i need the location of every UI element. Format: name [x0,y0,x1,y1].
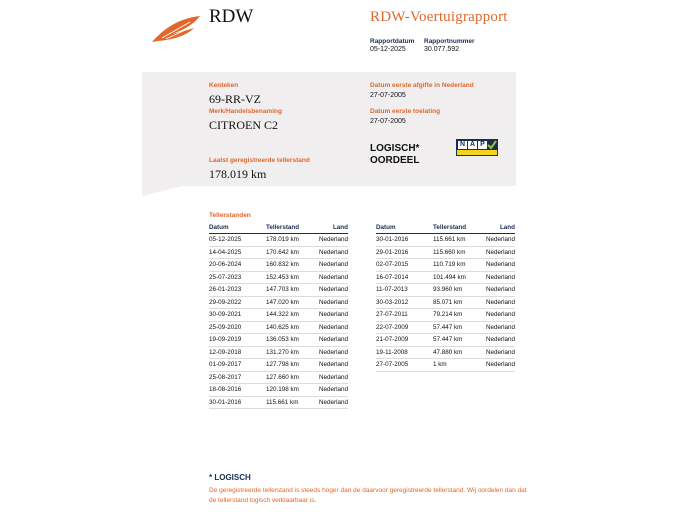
report-date-label: Rapportdatum [370,38,415,45]
row-country: Nederland [316,396,348,409]
row-date: 12-09-2018 [209,346,266,359]
row-country: Nederland [316,371,348,384]
report-date: 05-12-2025 [370,46,406,53]
odometer-rows-left [209,234,348,409]
row-country: Nederland [483,334,515,347]
col-country: Land [483,222,515,234]
table-row [376,321,515,334]
table-row [376,346,515,359]
row-odometer: 127.660 km [266,371,316,384]
row-odometer: 101.494 km [433,271,483,284]
row-odometer: 47.880 km [433,346,483,359]
table-row [376,334,515,347]
col-country: Land [316,222,348,234]
table-header-row [209,222,348,234]
table-row [209,396,348,409]
row-date: 19-11-2008 [376,346,433,359]
row-country: Nederland [483,284,515,297]
row-odometer: 115.661 km [433,234,483,247]
row-odometer: 127.798 km [266,359,316,372]
row-country: Nederland [316,384,348,397]
verdict-line-2: OORDEEL [370,155,420,166]
nap-letter-n: N [459,141,466,148]
table-row [209,271,348,284]
row-date: 25-09-2020 [209,321,266,334]
row-odometer: 1 km [433,359,483,372]
row-country: Nederland [483,271,515,284]
row-date: 02-07-2015 [376,259,433,272]
row-date: 01-09-2017 [209,359,266,372]
odometer-table-title: Tellerstanden [209,212,251,219]
row-country: Nederland [316,259,348,272]
report-title: RDW-Voertuigrapport [370,9,508,25]
plate-label: Kenteken [209,82,239,89]
row-country: Nederland [483,246,515,259]
row-country: Nederland [316,334,348,347]
first-nl-date: 27-07-2005 [370,92,406,99]
odometer-table-left [209,222,348,409]
first-admission-date: 27-07-2005 [370,118,406,125]
nap-letter-a: A [469,141,476,148]
odometer-rows-right [376,234,515,372]
row-date: 26-01-2023 [209,284,266,297]
col-date: Datum [376,222,433,234]
table-row [376,246,515,259]
report-number: 30.077.592 [424,46,460,53]
row-odometer: 147.703 km [266,284,316,297]
nap-stripe [457,150,497,155]
row-country: Nederland [316,321,348,334]
row-odometer: 170.642 km [266,246,316,259]
table-row [209,371,348,384]
row-odometer: 57.447 km [433,334,483,347]
row-date: 29-09-2022 [209,296,266,309]
row-odometer: 152.453 km [266,271,316,284]
row-date: 20-06-2024 [209,259,266,272]
row-date: 29-01-2016 [376,246,433,259]
row-odometer: 120.198 km [266,384,316,397]
row-date: 19-09-2019 [209,334,266,347]
row-date: 30-03-2012 [376,296,433,309]
row-country: Nederland [316,284,348,297]
table-row [376,309,515,322]
row-country: Nederland [483,346,515,359]
row-country: Nederland [483,259,515,272]
row-odometer: 140.625 km [266,321,316,334]
row-country: Nederland [316,296,348,309]
table-row [209,309,348,322]
table-row [376,359,515,372]
row-country: Nederland [316,271,348,284]
row-country: Nederland [316,246,348,259]
row-country: Nederland [483,359,515,372]
row-odometer: 160.832 km [266,259,316,272]
nap-letter-p: P [478,141,487,149]
row-date: 30-01-2016 [376,234,433,247]
report-number-label: Rapportnummer [424,38,475,45]
row-date: 30-01-2016 [209,396,266,409]
brand-name: RDW [209,6,254,27]
nap-badge-icon [456,139,498,156]
row-country: Nederland [316,359,348,372]
footnote-text: De geregistreerde tellerstand is steeds hoger dan de daarvoor geregistreerde tellerstand. Wij oordelen dan dat de tellerstand logisch verklaarbaar is. [209,487,527,504]
row-odometer: 147.020 km [266,296,316,309]
make-label: Merk/Handelsbenaming [209,108,282,115]
odometer-label: Laatst geregistreerde tellerstand [209,157,310,164]
table-row [209,359,348,372]
verdict [370,143,419,167]
col-odometer: Tellerstand [266,222,316,234]
row-date: 18-08-2016 [209,384,266,397]
row-country: Nederland [316,346,348,359]
vehicle-summary-panel [142,72,516,186]
row-country: Nederland [316,234,348,247]
row-date: 14-04-2025 [209,246,266,259]
row-country: Nederland [483,234,515,247]
row-odometer: 131.270 km [266,346,316,359]
row-date: 25-07-2023 [209,271,266,284]
verdict-line-1: LOGISCH* [370,143,420,154]
panel-notch [142,186,182,196]
row-odometer: 115.661 km [266,396,316,409]
row-date: 16-07-2014 [376,271,433,284]
row-odometer: 85.071 km [433,296,483,309]
row-odometer: 93.960 km [433,284,483,297]
first-admission-label: Datum eerste toelating [370,108,441,115]
row-country: Nederland [483,296,515,309]
row-country: Nederland [483,321,515,334]
row-odometer: 110.719 km [433,259,483,272]
row-odometer: 136.053 km [266,334,316,347]
rdw-logo-icon [150,14,202,46]
table-row [376,271,515,284]
table-row [209,384,348,397]
row-country: Nederland [316,309,348,322]
table-row [209,284,348,297]
row-odometer: 144.322 km [266,309,316,322]
row-date: 22-07-2009 [376,321,433,334]
table-row [376,284,515,297]
row-date: 27-07-2011 [376,309,433,322]
checkmark-icon [487,140,497,150]
row-odometer: 79.214 km [433,309,483,322]
row-odometer: 178.019 km [266,234,316,247]
odometer-table-right [376,222,515,372]
row-odometer: 57.447 km [433,321,483,334]
footnote-title: * LOGISCH [209,473,251,482]
row-date: 27-07-2005 [376,359,433,372]
table-row [209,346,348,359]
table-row [209,259,348,272]
row-date: 05-12-2025 [209,234,266,247]
row-date: 25-08-2017 [209,371,266,384]
table-row [209,296,348,309]
table-row [376,234,515,247]
table-row [209,321,348,334]
table-row [376,259,515,272]
table-header-row [376,222,515,234]
table-row [209,234,348,247]
table-row [209,246,348,259]
row-date: 30-09-2021 [209,309,266,322]
first-nl-label: Datum eerste afgifte in Nederland [370,82,474,89]
row-odometer: 115.660 km [433,246,483,259]
col-odometer: Tellerstand [433,222,483,234]
row-date: 21-07-2009 [376,334,433,347]
table-row [376,296,515,309]
license-plate: 69-RR-VZ [209,92,261,106]
row-country: Nederland [483,309,515,322]
row-date: 11-07-2013 [376,284,433,297]
table-row [209,334,348,347]
col-date: Datum [209,222,266,234]
vehicle-make: CITROEN C2 [209,118,278,132]
last-odometer: 178.019 km [209,167,267,181]
